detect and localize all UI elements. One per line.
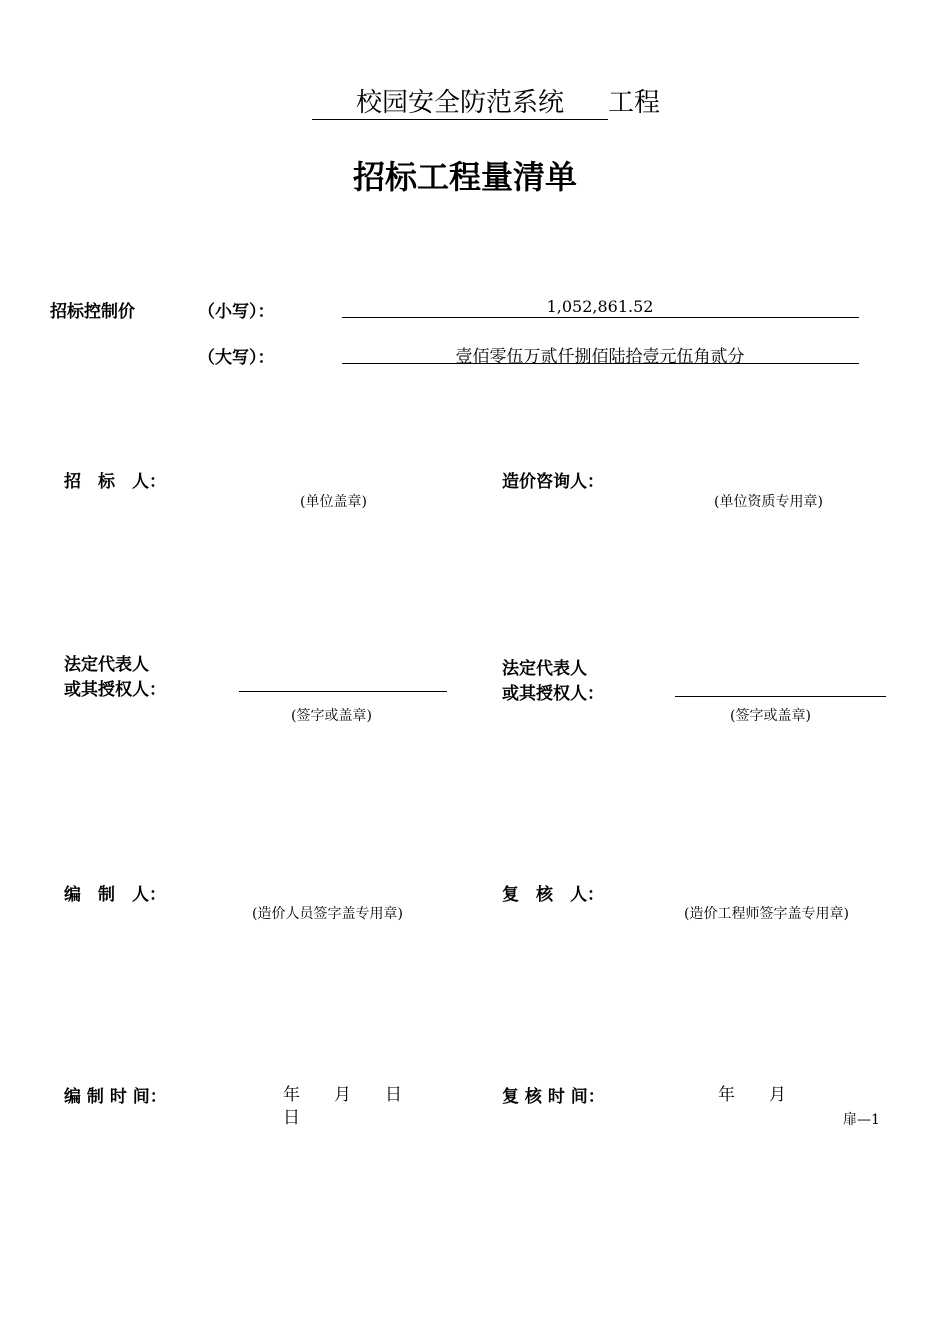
legal-rep-left-signature-line bbox=[239, 691, 447, 692]
lower-case-label: （小写）： bbox=[198, 302, 275, 322]
consultant-label: 造价咨询人： bbox=[502, 472, 604, 492]
lower-case-value: 1,052,861.52 bbox=[546, 297, 654, 316]
upper-case-underline bbox=[342, 363, 859, 364]
compiler-label: 编 制 人： bbox=[64, 885, 166, 905]
page-code: 扉—1 bbox=[843, 1112, 880, 1128]
legal-rep-right-signature-line bbox=[675, 696, 886, 697]
control-price-label: 招标控制价 bbox=[50, 302, 135, 322]
compile-time-label: 编 制 时 间： bbox=[64, 1087, 167, 1107]
legal-rep-right-note: (签字或盖章) bbox=[730, 708, 811, 724]
page-title: 招标工程量清单 bbox=[352, 158, 577, 196]
legal-rep-left-line1: 法定代表人 bbox=[64, 655, 149, 675]
reviewer-label: 复 核 人： bbox=[502, 885, 604, 905]
upper-case-value: 壹佰零伍万贰仟捌佰陆拾壹元伍角贰分 bbox=[455, 347, 745, 367]
legal-rep-left-line2: 或其授权人： bbox=[64, 680, 166, 700]
legal-rep-left-note: (签字或盖章) bbox=[291, 708, 372, 724]
project-suffix: 工程 bbox=[608, 88, 661, 118]
compiler-note: (造价人员签字盖专用章) bbox=[252, 906, 403, 922]
lower-case-underline bbox=[342, 317, 859, 318]
project-name: 校园安全防范系统 bbox=[312, 87, 608, 120]
tenderer-label: 招 标 人： bbox=[64, 472, 166, 492]
legal-rep-right-line2: 或其授权人： bbox=[502, 684, 604, 704]
review-time-label: 复 核 时 间： bbox=[502, 1087, 605, 1107]
reviewer-note: (造价工程师签字盖专用章) bbox=[684, 906, 849, 922]
tenderer-note: (单位盖章) bbox=[300, 494, 367, 510]
compile-date-line1: 年 月 日 bbox=[283, 1085, 402, 1105]
project-title bbox=[312, 82, 660, 120]
legal-rep-right-line1: 法定代表人 bbox=[502, 659, 587, 679]
review-date-line1: 年 月 bbox=[718, 1085, 786, 1105]
compile-date-line2: 日 bbox=[283, 1108, 300, 1128]
consultant-note: (单位资质专用章) bbox=[714, 494, 823, 510]
upper-case-label: （大写）： bbox=[198, 348, 275, 368]
